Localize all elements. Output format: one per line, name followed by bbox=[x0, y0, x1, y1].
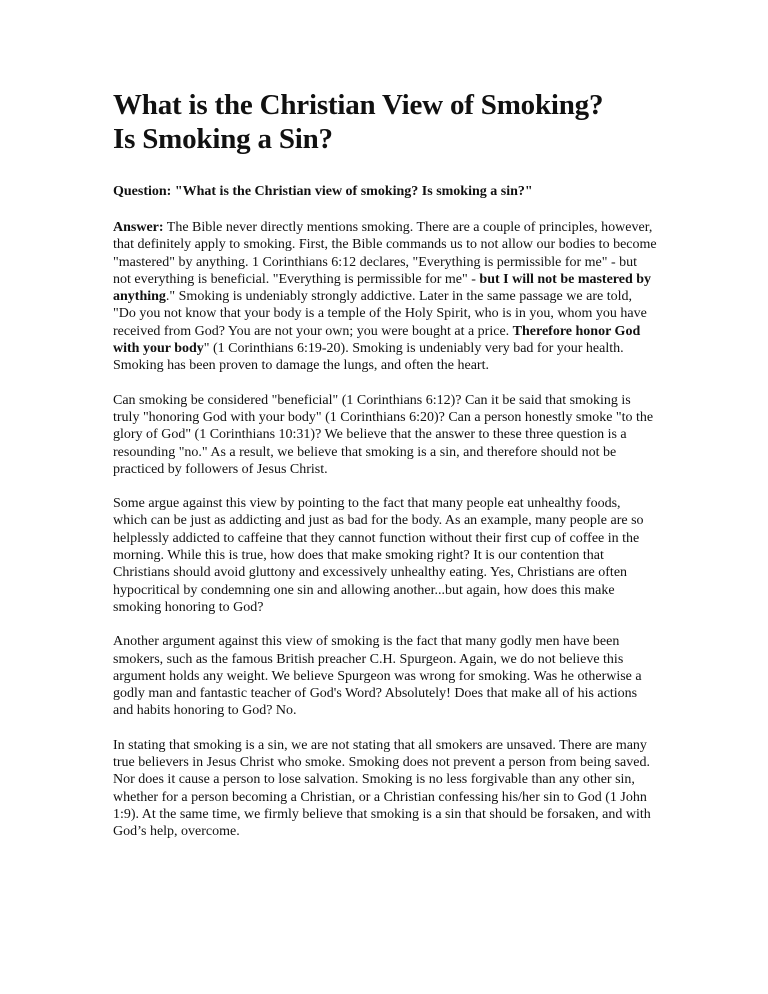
question-text: Question: "What is the Christian view of smoking? Is smoking a sin?" bbox=[113, 184, 533, 199]
body-paragraph: Some argue against this view by pointing to the fact that many people eat unhealthy foods, which can be just as addicting and just as bad for the body. As an example, many people are so helplessly addicted to caffeine that they cannot function without their first cup of coffee in the morning. While this is true, how does that make smoking right? It is our contention that Christians should avoid gluttony and excessively unhealthy eating. Yes, Christians are often hypocritical by condemning one sin and allowing another...but again, how does this make smoking honoring to God? bbox=[113, 496, 644, 615]
answer-text-1: The Bible never directly mentions smoking. There are a couple of principles, however, that definitely apply to smoking. First, the Bible commands us to not allow our bodies to become "mastered" by anything. 1 Corinthians 6:12 declares, "Everything is permissible for me" - but not everything is beneficial. "Everything is permissible for me" - bbox=[113, 220, 657, 287]
answer-paragraph bbox=[113, 219, 658, 375]
body-paragraph: Can smoking be considered "beneficial" (1 Corinthians 6:12)? Can it be said that smoking is truly "honoring God with your body" (1 Corinthians 6:20)? Can a person honestly smoke "to the glory of God" (1 Corinthians 10:31)? We believe that the answer to these three question is a resounding "no." As a result, we believe that smoking is a sin, and therefore should not be practiced by followers of Jesus Christ. bbox=[113, 392, 654, 477]
title-line-1: What is the Christian View of Smoking? bbox=[113, 89, 604, 121]
body-paragraph: In stating that smoking is a sin, we are not stating that all smokers are unsaved. There are many true believers in Jesus Christ who smoke. Smoking does not prevent a person from being saved. Nor does it cause a person to lose salvation. Smoking is no less forgivable than any other sin, whether for a person becoming a Christian, or a Christian confessing his/her sin to God (1 John 1:9). At the same time, we firmly believe that smoking is a sin that should be forsaken, and with God’s help, overcome. bbox=[113, 737, 651, 840]
article bbox=[113, 88, 658, 841]
body-paragraph: Another argument against this view of smoking is the fact that many godly men have been smokers, such as the famous British preacher C.H. Spurgeon. Again, we do not believe this argument holds any weight. We believe Spurgeon was wrong for smoking. Was he otherwise a godly man and fantastic teacher of God's Word? Absolutely! Does that make all of his actions and habits honoring to God? No. bbox=[113, 634, 642, 719]
answer-label: Answer: bbox=[113, 220, 164, 235]
answer-text-3: " (1 Corinthians 6:19-20). Smoking is undeniably very bad for your health. Smoking has been proven to damage the lungs, and often the heart. bbox=[113, 341, 624, 374]
answer-bold-2: Therefore honor God with your body bbox=[113, 323, 641, 357]
page-title bbox=[113, 88, 658, 156]
title-line-2: Is Smoking a Sin? bbox=[113, 123, 333, 155]
answer-text-2: ." Smoking is undeniably strongly addictive. Later in the same passage we are told, "Do you not know that your body is a temple of the Holy Spirit, who is in you, whom you have received from God? You are not your own; you were bought at a price. bbox=[113, 289, 647, 339]
answer-bold-1: but I will not be mastered by anything bbox=[113, 271, 652, 305]
